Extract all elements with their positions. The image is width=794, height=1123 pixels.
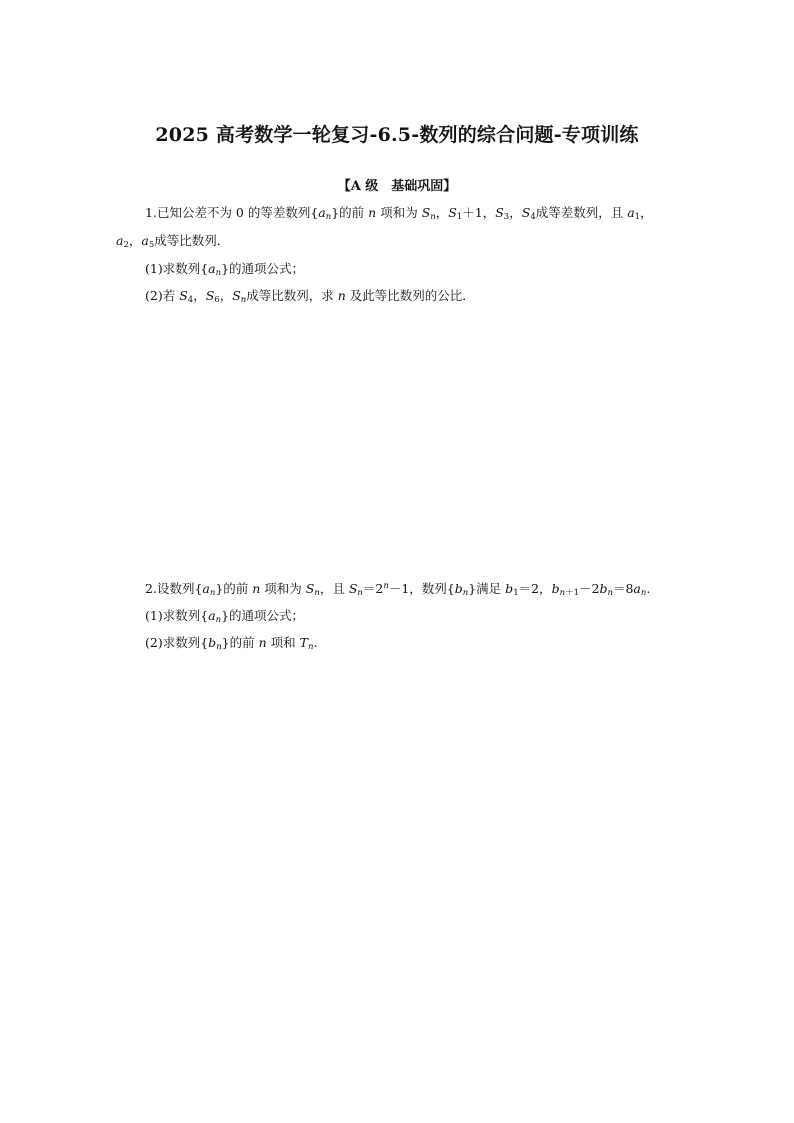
problem-2-stem: 2.设数列$\{a_n\}$的前 n 项和为 $S_n$，且 $S_n=2^n-1$，数列$\{b_n\}$满足 $b_1=2$，$b_{n+1}-2b_n=8a_n$. [145, 581, 651, 598]
problem-2-part-1: (1)求数列$\{a_n\}$的通项公式； [145, 608, 305, 625]
problem-1-stem-line-2: $a_2$，$a_5$成等比数列． [116, 233, 230, 250]
problem-1-part-1: (1)求数列$\{a_n\}$的通项公式； [145, 261, 305, 278]
problem-number: 2. [145, 581, 157, 596]
problem-1-stem-line-1: 1.已知公差不为 0 的等差数列$\{a_n\}$的前 n 项和为 $S_n$，$S_1+1$，$S_3$，$S_4$成等差数列，且 $a_1$， [145, 205, 653, 222]
section-heading: 【A 级 基础巩固】 [337, 179, 457, 194]
problem-1-part-2: (2)若 $S_4$，$S_6$，$S_n$成等比数列，求 n 及此等比数列的公比． [145, 288, 475, 305]
page-title: 2025 高考数学一轮复习-6.5-数列的综合问题-专项训练 [155, 124, 639, 146]
problem-number: 1. [145, 205, 157, 220]
problem-2-part-2: (2)求数列$\{b_n\}$的前 n 项和 $T_n$. [145, 635, 318, 652]
